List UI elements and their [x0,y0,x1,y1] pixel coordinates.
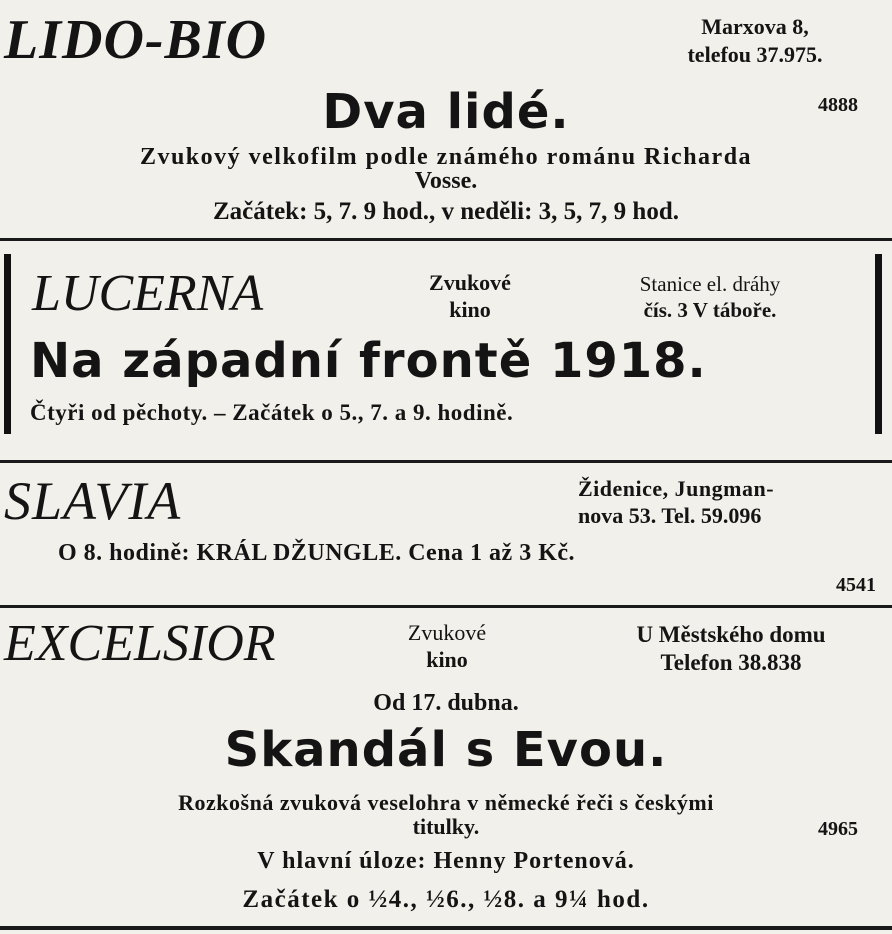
lido-cinema-name: LIDO-BIO [4,9,268,71]
divider-rule [0,605,892,608]
lido-code: 4888 [818,94,858,116]
lido-showtimes: Začátek: 5, 7. 9 hod., v neděli: 3, 5, 7, 9 hod. [212,198,679,225]
excelsior-film-title: Skandál s Evou. [224,722,668,778]
excelsior-lead-actor: V hlavní úloze: Henny Portenová. [257,848,635,874]
lucerna-film-title: Na západní frontě 1918. [30,333,707,389]
lucerna-kind-line1: Zvukové [429,270,511,295]
divider-rule [0,238,892,241]
lucerna-address-line2: čís. 3 V táboře. [643,298,777,322]
excelsior-address-line1: U Městského domu [636,622,826,647]
excelsior-address-line2: Telefon 38.838 [660,650,802,675]
lucerna-cinema-name: LUCERNA [32,265,264,322]
slavia-cinema-name: SLAVIA [4,471,182,531]
excelsior-date: Od 17. dubna. [373,690,519,716]
lido-address-line2: telefou 37.975. [687,42,823,67]
excelsior-cinema-name: EXCELSIOR [4,615,276,672]
divider-rule [0,926,892,930]
excelsior-kind-line2: kino [426,647,468,672]
lucerna-showtimes: Čtyři od pěchoty. – Začátek o 5., 7. a 9. hodině. [30,400,514,425]
lido-address-line1: Marxova 8, [701,14,809,39]
lido-description-line1: Zvukový velkofilm podle známého románu Richarda [139,144,753,170]
excelsior-description-line1: Rozkošná zvuková veselohra v německé řeči s českými [178,790,714,815]
slavia-address-line1: Židenice, Jungman- [578,476,775,501]
divider-rule [0,460,892,463]
slavia-show: O 8. hodině: KRÁL DŽUNGLE. Cena 1 až 3 Kč. [58,540,576,566]
lido-description-line2: Vosse. [414,168,478,194]
excelsior-code: 4965 [818,818,858,840]
excelsior-showtimes: Začátek o ½4., ½6., ½8. a 9¼ hod. [242,886,650,913]
lido-film-title: Dva lidé. [322,84,570,140]
slavia-code: 4541 [836,574,876,596]
excelsior-description-line2: titulky. [412,814,480,839]
slavia-address-line2: nova 53. Tel. 59.096 [578,503,762,528]
lucerna-kind-line2: kino [449,297,491,322]
lucerna-address-line1: Stanice el. dráhy [639,272,781,296]
excelsior-kind-line1: Zvukové [407,620,487,645]
